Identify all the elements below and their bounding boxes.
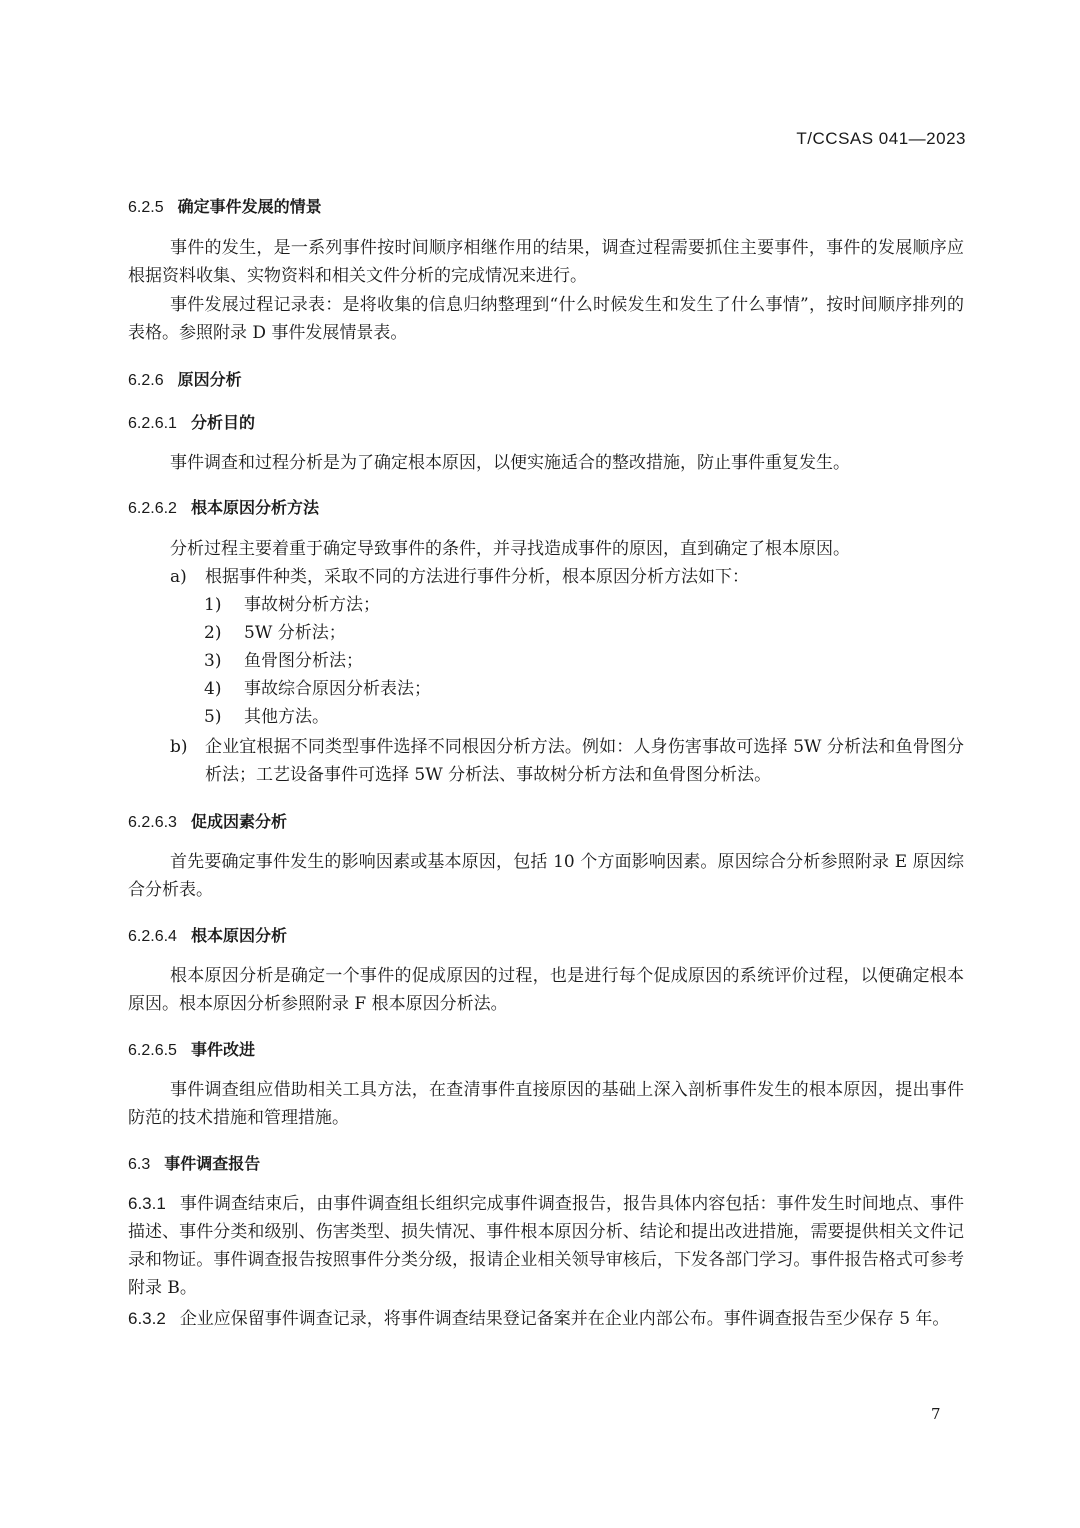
heading-6-2-6-2 <box>128 495 319 518</box>
paragraph-6-2-6-4: 根本原因分析是确定一个事件的促成原因的过程，也是进行每个促成原因的系统评价过程，以便确定根本原因。根本原因分析参照附录 F 根本原因分析法。 <box>128 966 964 1014</box>
paragraph-6-2-6-2: 分析过程主要着重于确定导致事件的条件，并寻找造成事件的原因，直到确定了根本原因。 <box>170 539 850 559</box>
heading-title: 事件改进 <box>190 1040 255 1059</box>
sub-item-3 <box>204 647 904 675</box>
sub-item-2 <box>204 619 904 647</box>
heading-number: 6.2.6.1 <box>128 415 177 432</box>
heading-number: 6.2.6.4 <box>128 928 177 945</box>
heading-number: 6.2.6.5 <box>128 1042 177 1059</box>
heading-6-2-6-4 <box>128 923 287 946</box>
heading-title: 根本原因分析 <box>190 926 287 945</box>
heading-title: 事件调查报告 <box>164 1154 261 1173</box>
list-item-text: 根据事件种类，采取不同的方法进行事件分析，根本原因分析方法如下： <box>205 567 749 587</box>
heading-title: 确定事件发展的情景 <box>177 197 322 216</box>
heading-number: 6.2.5 <box>128 199 164 216</box>
heading-6-2-5 <box>128 194 322 217</box>
list-marker: 1) <box>204 595 222 615</box>
page-number: 7 <box>931 1405 941 1423</box>
list-marker: 4) <box>204 679 222 699</box>
list-item-text: 企业宜根据不同类型事件选择不同根因分析方法。例如：人身伤害事故可选择 5W 分析法和鱼骨图分析法；工艺设备事件可选择 5W 分析法、事故树分析方法和鱼骨图分析法。 <box>205 737 964 785</box>
list-item-text: 事故综合原因分析表法； <box>244 679 431 699</box>
heading-number: 6.2.6.3 <box>128 814 177 831</box>
standard-code: T/CCSAS 041—2023 <box>796 129 966 148</box>
list-marker: 3) <box>204 651 222 671</box>
list-marker: a) <box>170 567 187 587</box>
list-item-text: 其他方法。 <box>244 707 329 727</box>
heading-number: 6.2.6.2 <box>128 500 177 517</box>
sub-item-4 <box>204 675 904 703</box>
list-item-text: 鱼骨图分析法； <box>244 651 363 671</box>
list-item-text: 事故树分析方法； <box>244 595 380 615</box>
list-marker: 2) <box>204 623 222 643</box>
list-marker: b) <box>170 737 188 757</box>
sub-item-1 <box>204 591 904 619</box>
clause-number: 6.3.2 <box>128 1309 166 1328</box>
heading-number: 6.2.6 <box>128 372 164 389</box>
heading-6-2-6-1 <box>128 410 255 433</box>
heading-title: 原因分析 <box>177 370 242 389</box>
clause-number: 6.3.1 <box>128 1194 166 1213</box>
heading-6-2-6 <box>128 367 242 390</box>
heading-title: 分析目的 <box>190 413 255 432</box>
heading-6-3 <box>128 1151 260 1174</box>
paragraph-6-2-5-1: 事件的发生，是一系列事件按时间顺序相继作用的结果，调查过程需要抓住主要事件，事件的发展顺序应根据资料收集、实物资料和相关文件分析的完成情况来进行。 <box>128 238 964 286</box>
heading-6-2-6-5 <box>128 1037 255 1060</box>
heading-number: 6.3 <box>128 1156 151 1173</box>
clause-text: 事件调查结束后，由事件调查组长组织完成事件调查报告，报告具体内容包括：事件发生时间地点、事件描述、事件分类和级别、伤害类型、损失情况、事件根本原因分析、结论和提出改进措施，需要提供相关文件记录和物证。事件调查报告按照事件分类分级，报请企业相关领导审核后，下发各部门学习。事件报告格式可参考附录 B。 <box>128 1194 964 1298</box>
sub-item-5 <box>204 703 904 731</box>
clause-6-3-2 <box>128 1305 964 1333</box>
paragraph-6-2-6-5: 事件调查组应借助相关工具方法，在查清事件直接原因的基础上深入剖析事件发生的根本原因，提出事件防范的技术措施和管理措施。 <box>128 1080 964 1128</box>
paragraph-6-2-5-2: 事件发展过程记录表：是将收集的信息归纳整理到“什么时候发生和发生了什么事情”，按时间顺序排列的表格。参照附录 D 事件发展情景表。 <box>128 295 964 343</box>
list-item-text: 5W 分析法； <box>244 623 346 643</box>
list-item-a <box>170 563 964 591</box>
list-marker: 5) <box>204 707 222 727</box>
paragraph-6-2-6-3: 首先要确定事件发生的影响因素或基本原因，包括 10 个方面影响因素。原因综合分析参照附录 E 原因综合分析表。 <box>128 852 964 900</box>
list-item-b <box>170 733 964 789</box>
heading-title: 根本原因分析方法 <box>190 498 319 517</box>
paragraph-6-2-6-1: 事件调查和过程分析是为了确定根本原因，以便实施适合的整改措施，防止事件重复发生。 <box>170 453 850 473</box>
heading-6-2-6-3 <box>128 809 287 832</box>
clause-6-3-1 <box>128 1190 964 1302</box>
heading-title: 促成因素分析 <box>190 812 287 831</box>
clause-text: 企业应保留事件调查记录，将事件调查结果登记备案并在企业内部公布。事件调查报告至少保存 5 年。 <box>179 1309 950 1329</box>
